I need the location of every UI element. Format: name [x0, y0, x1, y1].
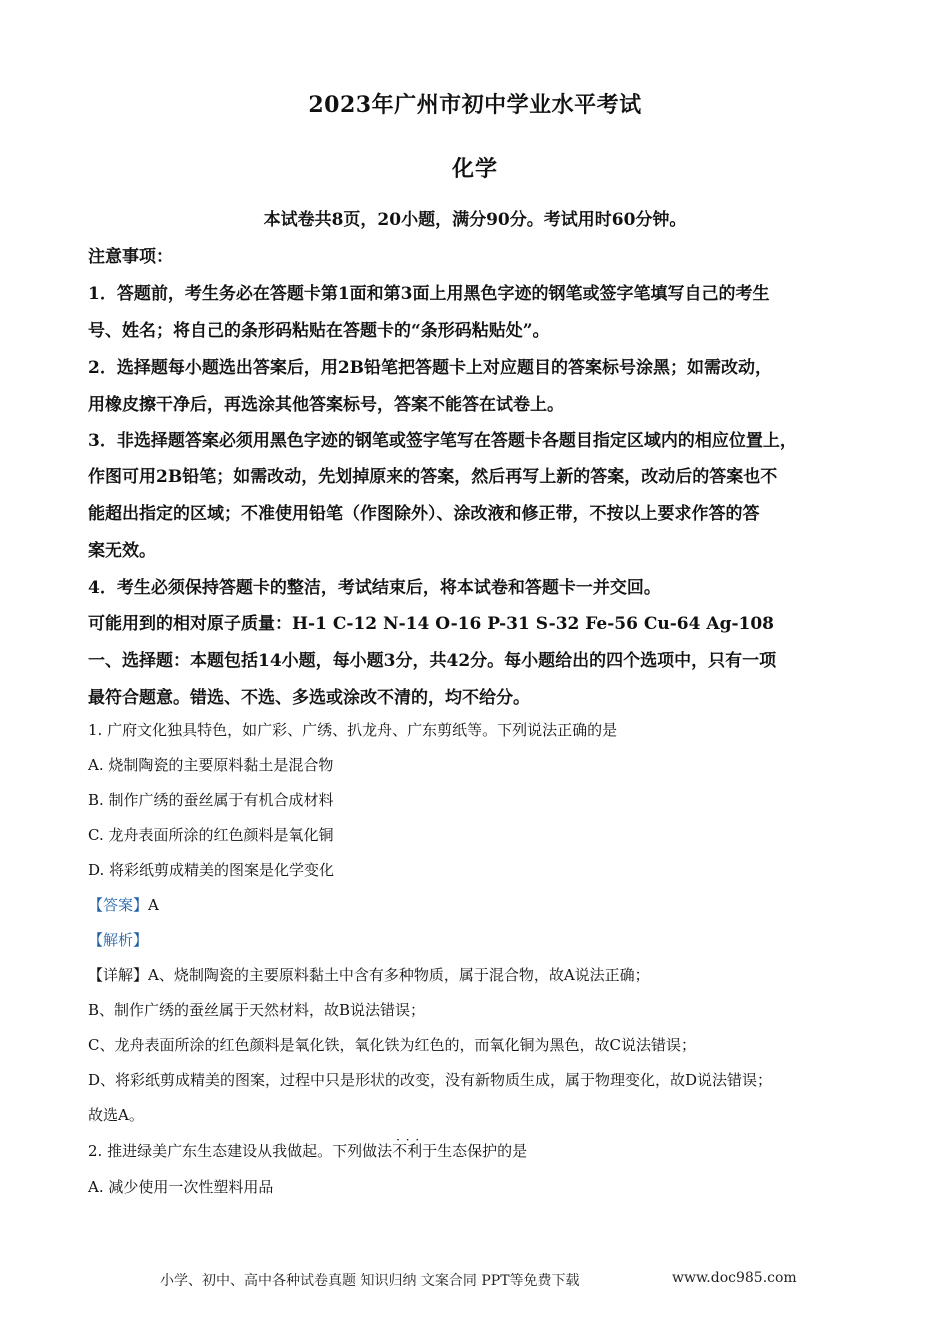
- atomic-masses: 可能用到的相对原子质量：H-1 C-12 N-14 O-16 P-31 S-32 Fe-56 Cu-64 Ag-108: [88, 614, 775, 634]
- subject-title: 化学: [451, 156, 498, 182]
- notes-line: 2．选择题每小题选出答案后，用2B铅笔把答题卡上对应题目的答案标号涂黑；如需改动，: [88, 358, 773, 378]
- answer-label: 【答案】: [88, 896, 149, 914]
- detail-line: D、将彩纸剪成精美的图案，过程中只是形状的改变，没有新物质生成，属于物理变化，故D说法错误；: [88, 1071, 773, 1089]
- question-2-stem: [88, 1140, 527, 1161]
- detail-line: 【详解】A、烧制陶瓷的主要原料黏土中含有多种物质，属于混合物，故A说法正确；: [88, 966, 650, 984]
- notes-line: 1．答题前，考生务必在答题卡第1面和第3面上用黑色字迹的钢笔或签字笔填写自己的考生: [88, 284, 770, 304]
- q1-option-c: C. 龙舟表面所涂的红色颜料是氧化铜: [88, 826, 334, 844]
- section-heading: 最符合题意。错选、不选、多选或涂改不清的，均不给分。: [88, 688, 530, 708]
- exam-info: 本试卷共8页，20小题，满分90分。考试用时60分钟。: [263, 210, 687, 230]
- notes-line: 号、姓名；将自己的条形码粘贴在答题卡的“条形码粘贴处”。: [88, 321, 550, 341]
- q2-stem-emphasis: · · · 不利于: [392, 1142, 437, 1160]
- q1-option-a: A. 烧制陶瓷的主要原料黏土是混合物: [88, 756, 334, 774]
- q1-option-b: B. 制作广绣的蚕丝属于有机合成材料: [88, 791, 334, 809]
- notes-line: 用橡皮擦干净后，再选涂其他答案标号，答案不能答在试卷上。: [88, 395, 564, 415]
- q2-stem-start: 2. 推进绿美广东生态建设从我做起。下列做法: [88, 1142, 393, 1160]
- footer-text: 小学、初中、高中各种试卷真题 知识归纳 文案合同 PPT等免费下载: [160, 1273, 580, 1289]
- detail-line: C、龙舟表面所涂的红色颜料是氧化铁，氧化铁为红色的，而氧化铜为黑色，故C说法错误；: [88, 1036, 696, 1054]
- footer-url[interactable]: www.doc985.com: [672, 1270, 797, 1286]
- notes-line: 能超出指定的区域；不准使用铅笔（作图除外）、涂改液和修正带，不按以上要求作答的答: [88, 504, 760, 524]
- detail-line: B、制作广绣的蚕丝属于天然材料，故B说法错误；: [88, 1001, 426, 1019]
- q2-stem-end: 生态保护的是: [437, 1142, 528, 1160]
- q1-option-d: D. 将彩纸剪成精美的图案是化学变化: [88, 861, 335, 879]
- answer-value: A: [148, 896, 159, 914]
- analysis-label: 【解析】: [88, 931, 149, 949]
- section-heading: 一、选择题：本题包括14小题，每小题3分，共42分。每小题给出的四个选项中，只有一项: [88, 651, 777, 671]
- notes-line: 4．考生必须保持答题卡的整洁，考试结束后，将本试卷和答题卡一并交回。: [88, 578, 661, 598]
- q2-option-a: A. 减少使用一次性塑料用品: [88, 1178, 274, 1196]
- q1-answer: [88, 894, 159, 915]
- notes-heading: 注意事项：: [88, 247, 173, 267]
- notes-line: 3．非选择题答案必须用黑色字迹的钢笔或签字笔写在答题卡各题目指定区域内的相应位置上，: [88, 431, 797, 451]
- notes-line: 案无效。: [88, 541, 156, 561]
- detail-line: 故选A。: [88, 1106, 144, 1124]
- notes-line: 作图可用2B铅笔；如需改动，先划掉原来的答案，然后再写上新的答案，改动后的答案也不: [88, 467, 778, 487]
- question-1-stem: 1. 广府文化独具特色，如广彩、广绣、扒龙舟、广东剪纸等。下列说法正确的是: [88, 721, 618, 739]
- exam-title: 2023年广州市初中学业水平考试: [308, 92, 642, 118]
